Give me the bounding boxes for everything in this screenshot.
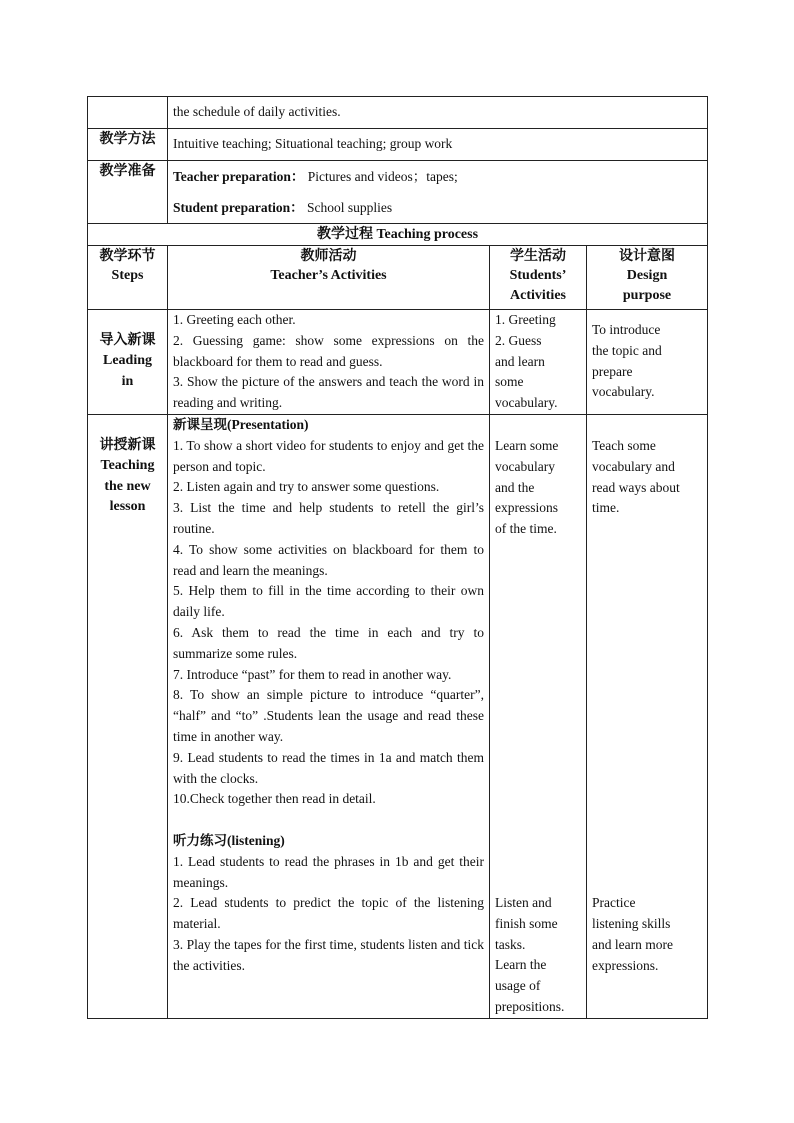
teaching-label-zh: 讲授新课 xyxy=(99,436,156,453)
list-item: vocabulary. xyxy=(495,395,558,411)
list-item: read ways about xyxy=(592,479,680,495)
methods-label: 教学方法 xyxy=(88,129,168,161)
leading-in-label xyxy=(88,310,168,415)
teaching-row xyxy=(88,414,708,1018)
list-item: 2. Guess xyxy=(495,332,542,348)
list-item: vocabulary. xyxy=(592,384,655,400)
list-item: and learn more xyxy=(592,936,673,952)
teaching-teacher xyxy=(168,414,490,1018)
teaching-label xyxy=(88,414,168,1018)
design-header-zh: 设计意图 xyxy=(619,248,676,264)
teaching-label-en1: Teaching xyxy=(100,457,155,473)
preparation-row xyxy=(88,161,708,224)
student-preparation-text: School supplies xyxy=(307,200,393,215)
students-header-en1: Students’ xyxy=(509,268,567,283)
list-item: 3. Play the tapes for the first time, students listen and tick the activities. xyxy=(173,936,484,973)
leading-in-label-en1: Leading xyxy=(102,352,152,368)
list-item: prepare xyxy=(592,363,633,379)
list-item: 6. Ask them to read the time in each and try to summarize some rules. xyxy=(173,624,484,661)
spacer xyxy=(173,810,484,831)
spacer xyxy=(592,519,702,893)
design-header-en2: purpose xyxy=(622,288,672,303)
leading-in-teacher xyxy=(168,310,490,415)
teaching-label-en2: the new xyxy=(104,478,151,494)
teacher-preparation xyxy=(173,161,702,192)
list-item: of the time. xyxy=(495,521,557,537)
list-item: 9. Lead students to read the times in 1a and match them with the clocks. xyxy=(173,749,484,786)
list-item: 3. Show the picture of the answers and teach the word in reading and writing. xyxy=(173,374,484,411)
design-header-en1: Design xyxy=(626,268,668,283)
list-item: tasks. xyxy=(495,936,526,952)
leading-in-students xyxy=(490,310,587,415)
steps-header-en: Steps xyxy=(111,268,144,283)
methods-text: Intuitive teaching; Situational teaching; group work xyxy=(168,129,708,161)
methods-row xyxy=(88,129,708,161)
list-item: and learn xyxy=(495,353,545,369)
teaching-purpose xyxy=(587,414,708,1018)
steps-header xyxy=(88,246,168,310)
student-preparation-label: Student preparation： xyxy=(173,200,304,215)
list-item: time. xyxy=(592,500,620,516)
teaching-students xyxy=(490,414,587,1018)
students-header-en2: Activities xyxy=(510,288,566,303)
leading-in-row xyxy=(88,310,708,415)
spacer xyxy=(495,540,581,893)
leading-in-purpose xyxy=(587,310,708,415)
process-title-zh: 教学过程 xyxy=(317,226,373,242)
list-item: Listen and xyxy=(495,894,552,910)
objectives-text: the schedule of daily activities. xyxy=(168,97,708,129)
teacher-preparation-text: Pictures and videos；tapes; xyxy=(307,169,458,184)
list-item: and the xyxy=(495,479,535,495)
listening-heading-zh: 听力练习 xyxy=(173,832,227,849)
teaching-label-en3: lesson xyxy=(109,499,146,515)
list-item: finish some xyxy=(495,915,558,931)
list-item: 1. Greeting each other. xyxy=(173,312,296,327)
process-title xyxy=(88,224,708,246)
leading-in-label-en2: in xyxy=(121,373,134,389)
teacher-header-en: Teacher’s Activities xyxy=(270,268,387,283)
column-header-row xyxy=(88,246,708,310)
list-item: Practice xyxy=(592,895,636,911)
presentation-heading xyxy=(173,415,484,436)
list-item: Learn some xyxy=(495,437,559,453)
listening-heading xyxy=(173,831,484,852)
steps-header-zh: 教学环节 xyxy=(99,248,156,264)
list-item: expressions xyxy=(495,500,558,516)
spacer xyxy=(592,415,702,436)
list-item: some xyxy=(495,374,524,390)
spacer xyxy=(495,415,581,436)
list-item: vocabulary and xyxy=(592,458,675,474)
objectives-label-cell xyxy=(88,97,168,129)
preparation-label: 教学准备 xyxy=(88,161,168,224)
presentation-heading-zh: 新课呈现 xyxy=(173,416,227,433)
objectives-row xyxy=(88,97,708,129)
list-item: 7. Introduce “past” for them to read in another way. xyxy=(173,666,452,682)
list-item: expressions. xyxy=(592,957,659,973)
list-item: 10.Check together then read in detail. xyxy=(173,791,376,807)
student-preparation xyxy=(173,192,702,223)
list-item: vocabulary xyxy=(495,458,555,474)
listening-heading-en: (listening) xyxy=(227,832,285,848)
list-item: 4. To show some activities on blackboard for them to read and learn the meanings. xyxy=(173,541,484,578)
list-item: 2. Listen again and try to answer some questions. xyxy=(173,479,440,495)
list-item: 1. Lead students to read the phrases in 1b and get their meanings. xyxy=(173,853,484,890)
teacher-preparation-label: Teacher preparation： xyxy=(173,169,305,184)
students-activities-header xyxy=(490,246,587,310)
list-item: 1. Greeting xyxy=(495,312,556,327)
preparation-cell xyxy=(168,161,708,224)
list-item: Learn the xyxy=(495,957,547,973)
list-item: 8. To show an simple picture to introduce “quarter”, “half” and “to” .Students lean the usage and read these time in another way. xyxy=(173,687,484,744)
process-title-row xyxy=(88,224,708,246)
process-title-en: Teaching process xyxy=(376,227,479,242)
teacher-activities-header xyxy=(168,246,490,310)
list-item: listening skills xyxy=(592,915,671,931)
list-item: Teach some xyxy=(592,437,656,453)
list-item: To introduce xyxy=(592,322,661,337)
list-item: 3. List the time and help students to retell the girl’s routine. xyxy=(173,500,484,536)
students-header-zh: 学生活动 xyxy=(510,248,566,264)
list-item: 5. Help them to fill in the time according to their own daily life. xyxy=(173,583,484,620)
list-item: prepositions. xyxy=(495,998,565,1014)
teacher-header-zh: 教师活动 xyxy=(300,248,357,264)
list-item: 1. To show a short video for students to enjoy and get the person and topic. xyxy=(173,437,484,474)
list-item: usage of xyxy=(495,978,541,994)
presentation-heading-en: (Presentation) xyxy=(227,416,309,432)
design-purpose-header xyxy=(587,246,708,310)
list-item: 2. Lead students to predict the topic of the listening material. xyxy=(173,895,484,932)
list-item: 2. Guessing game: show some expressions on the blackboard for them to read and guess. xyxy=(173,332,484,369)
list-item: the topic and xyxy=(592,342,662,358)
lesson-plan-table xyxy=(87,96,708,1019)
leading-in-label-zh: 导入新课 xyxy=(99,332,156,348)
